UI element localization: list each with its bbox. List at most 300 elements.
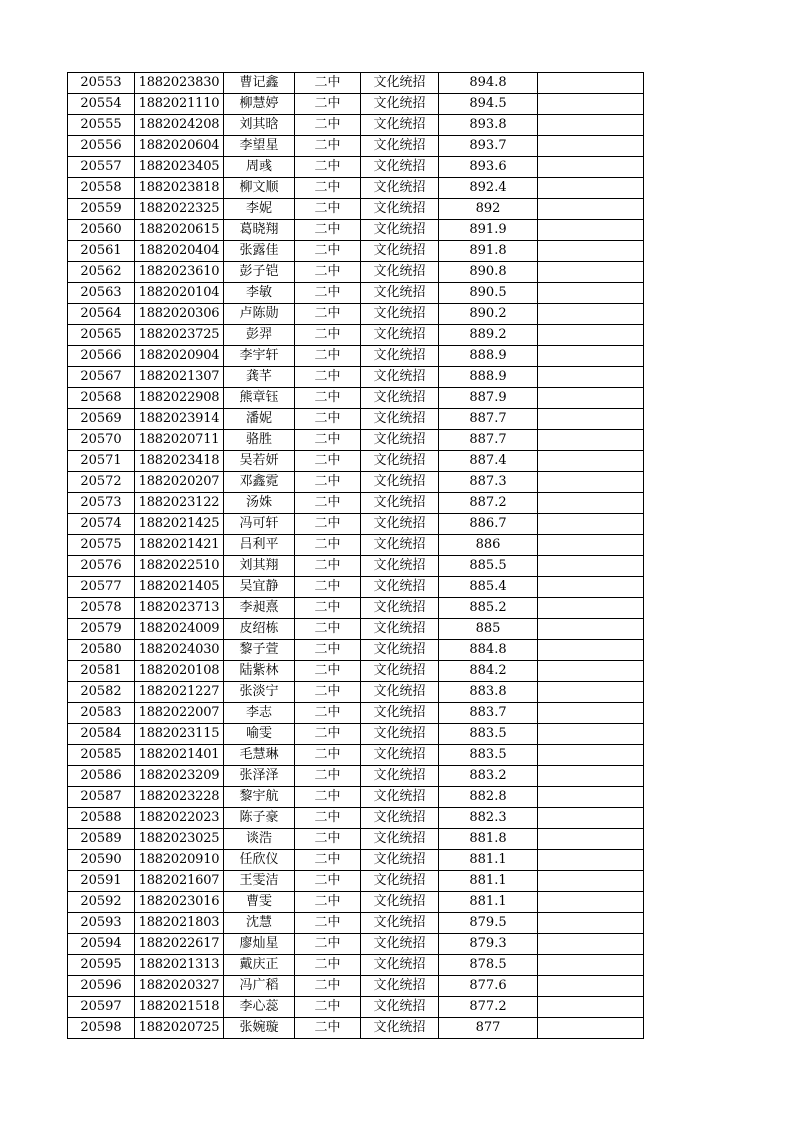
table-row — [68, 472, 644, 493]
serial-cell: 20576 — [68, 556, 135, 577]
name-cell: 骆胜 — [224, 430, 295, 451]
remark-cell — [538, 829, 644, 850]
school-cell: 二中 — [295, 850, 361, 871]
serial-cell: 20590 — [68, 850, 135, 871]
exam-id-cell: 1882023610 — [135, 262, 224, 283]
remark-cell — [538, 619, 644, 640]
score-cell: 883.5 — [439, 745, 538, 766]
score-cell: 881.8 — [439, 829, 538, 850]
score-cell: 879.3 — [439, 934, 538, 955]
exam-id-cell: 1882024208 — [135, 115, 224, 136]
category-cell: 文化统招 — [361, 409, 439, 430]
serial-cell: 20554 — [68, 94, 135, 115]
school-cell: 二中 — [295, 262, 361, 283]
exam-id-cell: 1882021313 — [135, 955, 224, 976]
school-cell: 二中 — [295, 703, 361, 724]
score-cell: 891.9 — [439, 220, 538, 241]
name-cell: 喻雯 — [224, 724, 295, 745]
remark-cell — [538, 724, 644, 745]
school-cell: 二中 — [295, 724, 361, 745]
remark-cell — [538, 472, 644, 493]
score-cell: 888.9 — [439, 367, 538, 388]
serial-cell: 20593 — [68, 913, 135, 934]
serial-cell: 20589 — [68, 829, 135, 850]
name-cell: 任欣仪 — [224, 850, 295, 871]
remark-cell — [538, 640, 644, 661]
school-cell: 二中 — [295, 304, 361, 325]
table-row — [68, 199, 644, 220]
name-cell: 潘妮 — [224, 409, 295, 430]
exam-id-cell: 1882021518 — [135, 997, 224, 1018]
school-cell: 二中 — [295, 871, 361, 892]
exam-id-cell: 1882023818 — [135, 178, 224, 199]
table-row — [68, 157, 644, 178]
serial-cell: 20575 — [68, 535, 135, 556]
score-cell: 878.5 — [439, 955, 538, 976]
school-cell: 二中 — [295, 682, 361, 703]
school-cell: 二中 — [295, 514, 361, 535]
remark-cell — [538, 598, 644, 619]
school-cell: 二中 — [295, 94, 361, 115]
school-cell: 二中 — [295, 556, 361, 577]
name-cell: 葛晓翔 — [224, 220, 295, 241]
exam-id-cell: 1882023405 — [135, 157, 224, 178]
serial-cell: 20558 — [68, 178, 135, 199]
serial-cell: 20588 — [68, 808, 135, 829]
exam-id-cell: 1882020615 — [135, 220, 224, 241]
serial-cell: 20565 — [68, 325, 135, 346]
category-cell: 文化统招 — [361, 556, 439, 577]
table-row — [68, 514, 644, 535]
category-cell: 文化统招 — [361, 892, 439, 913]
serial-cell: 20573 — [68, 493, 135, 514]
exam-id-cell: 1882021110 — [135, 94, 224, 115]
exam-id-cell: 1882020904 — [135, 346, 224, 367]
school-cell: 二中 — [295, 115, 361, 136]
category-cell: 文化统招 — [361, 766, 439, 787]
category-cell: 文化统招 — [361, 430, 439, 451]
category-cell: 文化统招 — [361, 640, 439, 661]
serial-cell: 20595 — [68, 955, 135, 976]
school-cell: 二中 — [295, 976, 361, 997]
exam-id-cell: 1882020604 — [135, 136, 224, 157]
score-cell: 886 — [439, 535, 538, 556]
score-cell: 892.4 — [439, 178, 538, 199]
exam-id-cell: 1882022908 — [135, 388, 224, 409]
score-cell: 881.1 — [439, 850, 538, 871]
name-cell: 刘其晗 — [224, 115, 295, 136]
school-cell: 二中 — [295, 829, 361, 850]
table-row — [68, 703, 644, 724]
table-row — [68, 409, 644, 430]
exam-id-cell: 1882020725 — [135, 1018, 224, 1039]
table-row — [68, 304, 644, 325]
score-cell: 887.3 — [439, 472, 538, 493]
category-cell: 文化统招 — [361, 136, 439, 157]
school-cell: 二中 — [295, 997, 361, 1018]
serial-cell: 20559 — [68, 199, 135, 220]
serial-cell: 20555 — [68, 115, 135, 136]
table-row — [68, 325, 644, 346]
school-cell: 二中 — [295, 766, 361, 787]
category-cell: 文化统招 — [361, 283, 439, 304]
category-cell: 文化统招 — [361, 997, 439, 1018]
serial-cell: 20587 — [68, 787, 135, 808]
name-cell: 曹雯 — [224, 892, 295, 913]
score-cell: 893.7 — [439, 136, 538, 157]
exam-id-cell: 1882021421 — [135, 535, 224, 556]
name-cell: 陆紫林 — [224, 661, 295, 682]
table-row — [68, 787, 644, 808]
score-cell: 879.5 — [439, 913, 538, 934]
serial-cell: 20563 — [68, 283, 135, 304]
category-cell: 文化统招 — [361, 850, 439, 871]
score-cell: 894.5 — [439, 94, 538, 115]
exam-id-cell: 1882020108 — [135, 661, 224, 682]
school-cell: 二中 — [295, 472, 361, 493]
category-cell: 文化统招 — [361, 514, 439, 535]
category-cell: 文化统招 — [361, 241, 439, 262]
name-cell: 戴庆正 — [224, 955, 295, 976]
remark-cell — [538, 241, 644, 262]
remark-cell — [538, 94, 644, 115]
serial-cell: 20561 — [68, 241, 135, 262]
table-row — [68, 934, 644, 955]
table-row — [68, 493, 644, 514]
category-cell: 文化统招 — [361, 367, 439, 388]
school-cell: 二中 — [295, 787, 361, 808]
serial-cell: 20567 — [68, 367, 135, 388]
serial-cell: 20557 — [68, 157, 135, 178]
name-cell: 张淡宁 — [224, 682, 295, 703]
table-row — [68, 241, 644, 262]
school-cell: 二中 — [295, 388, 361, 409]
exam-id-cell: 1882021401 — [135, 745, 224, 766]
exam-id-cell: 1882022007 — [135, 703, 224, 724]
category-cell: 文化统招 — [361, 535, 439, 556]
school-cell: 二中 — [295, 745, 361, 766]
category-cell: 文化统招 — [361, 1018, 439, 1039]
name-cell: 张泽泽 — [224, 766, 295, 787]
score-cell: 877 — [439, 1018, 538, 1039]
school-cell: 二中 — [295, 598, 361, 619]
exam-id-cell: 1882023713 — [135, 598, 224, 619]
serial-cell: 20581 — [68, 661, 135, 682]
name-cell: 卢陈勋 — [224, 304, 295, 325]
school-cell: 二中 — [295, 157, 361, 178]
serial-cell: 20553 — [68, 73, 135, 94]
score-cell: 877.2 — [439, 997, 538, 1018]
exam-id-cell: 1882024030 — [135, 640, 224, 661]
exam-id-cell: 1882021307 — [135, 367, 224, 388]
exam-id-cell: 1882023228 — [135, 787, 224, 808]
score-cell: 883.8 — [439, 682, 538, 703]
exam-id-cell: 1882020404 — [135, 241, 224, 262]
exam-id-cell: 1882023016 — [135, 892, 224, 913]
table-row — [68, 535, 644, 556]
serial-cell: 20564 — [68, 304, 135, 325]
category-cell: 文化统招 — [361, 388, 439, 409]
remark-cell — [538, 955, 644, 976]
remark-cell — [538, 787, 644, 808]
table-row — [68, 661, 644, 682]
school-cell: 二中 — [295, 577, 361, 598]
school-cell: 二中 — [295, 199, 361, 220]
name-cell: 黎子萱 — [224, 640, 295, 661]
remark-cell — [538, 892, 644, 913]
remark-cell — [538, 535, 644, 556]
name-cell: 吴宜静 — [224, 577, 295, 598]
school-cell: 二中 — [295, 1018, 361, 1039]
exam-id-cell: 1882020327 — [135, 976, 224, 997]
name-cell: 吕利平 — [224, 535, 295, 556]
category-cell: 文化统招 — [361, 682, 439, 703]
table-row — [68, 829, 644, 850]
serial-cell: 20569 — [68, 409, 135, 430]
score-cell: 890.2 — [439, 304, 538, 325]
table-row — [68, 640, 644, 661]
serial-cell: 20574 — [68, 514, 135, 535]
exam-id-cell: 1882020711 — [135, 430, 224, 451]
exam-id-cell: 1882022510 — [135, 556, 224, 577]
name-cell: 李昶熹 — [224, 598, 295, 619]
category-cell: 文化统招 — [361, 871, 439, 892]
score-cell: 887.7 — [439, 430, 538, 451]
exam-id-cell: 1882023209 — [135, 766, 224, 787]
category-cell: 文化统招 — [361, 745, 439, 766]
name-cell: 李志 — [224, 703, 295, 724]
remark-cell — [538, 157, 644, 178]
remark-cell — [538, 178, 644, 199]
category-cell: 文化统招 — [361, 199, 439, 220]
category-cell: 文化统招 — [361, 472, 439, 493]
table-row — [68, 808, 644, 829]
category-cell: 文化统招 — [361, 493, 439, 514]
table-row — [68, 388, 644, 409]
category-cell: 文化统招 — [361, 913, 439, 934]
serial-cell: 20580 — [68, 640, 135, 661]
name-cell: 李敏 — [224, 283, 295, 304]
name-cell: 熊章钰 — [224, 388, 295, 409]
name-cell: 张露佳 — [224, 241, 295, 262]
serial-cell: 20579 — [68, 619, 135, 640]
score-cell: 887.2 — [439, 493, 538, 514]
exam-id-cell: 1882020910 — [135, 850, 224, 871]
table-row — [68, 556, 644, 577]
score-cell: 887.7 — [439, 409, 538, 430]
school-cell: 二中 — [295, 325, 361, 346]
name-cell: 周彧 — [224, 157, 295, 178]
score-cell: 889.2 — [439, 325, 538, 346]
serial-cell: 20566 — [68, 346, 135, 367]
category-cell: 文化统招 — [361, 115, 439, 136]
school-cell: 二中 — [295, 640, 361, 661]
school-cell: 二中 — [295, 451, 361, 472]
remark-cell — [538, 115, 644, 136]
school-cell: 二中 — [295, 220, 361, 241]
table-row — [68, 73, 644, 94]
name-cell: 彭羿 — [224, 325, 295, 346]
exam-id-cell: 1882022325 — [135, 199, 224, 220]
category-cell: 文化统招 — [361, 262, 439, 283]
category-cell: 文化统招 — [361, 577, 439, 598]
category-cell: 文化统招 — [361, 73, 439, 94]
category-cell: 文化统招 — [361, 304, 439, 325]
score-cell: 885.5 — [439, 556, 538, 577]
remark-cell — [538, 766, 644, 787]
exam-id-cell: 1882023914 — [135, 409, 224, 430]
remark-cell — [538, 304, 644, 325]
score-cell: 884.2 — [439, 661, 538, 682]
serial-cell: 20597 — [68, 997, 135, 1018]
school-cell: 二中 — [295, 808, 361, 829]
exam-id-cell: 1882023830 — [135, 73, 224, 94]
school-cell: 二中 — [295, 73, 361, 94]
remark-cell — [538, 808, 644, 829]
serial-cell: 20582 — [68, 682, 135, 703]
remark-cell — [538, 430, 644, 451]
remark-cell — [538, 73, 644, 94]
remark-cell — [538, 367, 644, 388]
exam-id-cell: 1882020207 — [135, 472, 224, 493]
name-cell: 李望星 — [224, 136, 295, 157]
school-cell: 二中 — [295, 892, 361, 913]
name-cell: 冯广稻 — [224, 976, 295, 997]
table-row — [68, 1018, 644, 1039]
serial-cell: 20585 — [68, 745, 135, 766]
exam-id-cell: 1882023418 — [135, 451, 224, 472]
table-row — [68, 577, 644, 598]
name-cell: 龚芊 — [224, 367, 295, 388]
category-cell: 文化统招 — [361, 346, 439, 367]
category-cell: 文化统招 — [361, 178, 439, 199]
score-cell: 883.2 — [439, 766, 538, 787]
score-cell: 884.8 — [439, 640, 538, 661]
remark-cell — [538, 514, 644, 535]
table-row — [68, 997, 644, 1018]
name-cell: 刘其翔 — [224, 556, 295, 577]
score-cell: 882.8 — [439, 787, 538, 808]
category-cell: 文化统招 — [361, 787, 439, 808]
serial-cell: 20560 — [68, 220, 135, 241]
table-row — [68, 892, 644, 913]
remark-cell — [538, 661, 644, 682]
remark-cell — [538, 283, 644, 304]
table-row — [68, 745, 644, 766]
serial-cell: 20556 — [68, 136, 135, 157]
score-cell: 886.7 — [439, 514, 538, 535]
name-cell: 彭子铠 — [224, 262, 295, 283]
remark-cell — [538, 934, 644, 955]
table-row — [68, 850, 644, 871]
table-row — [68, 262, 644, 283]
exam-id-cell: 1882021803 — [135, 913, 224, 934]
category-cell: 文化统招 — [361, 598, 439, 619]
category-cell: 文化统招 — [361, 976, 439, 997]
remark-cell — [538, 346, 644, 367]
score-table — [67, 72, 644, 1039]
table-row — [68, 136, 644, 157]
serial-cell: 20578 — [68, 598, 135, 619]
category-cell: 文化统招 — [361, 451, 439, 472]
name-cell: 柳慧婷 — [224, 94, 295, 115]
remark-cell — [538, 850, 644, 871]
serial-cell: 20594 — [68, 934, 135, 955]
remark-cell — [538, 577, 644, 598]
exam-id-cell: 1882022023 — [135, 808, 224, 829]
exam-id-cell: 1882023025 — [135, 829, 224, 850]
score-cell: 883.7 — [439, 703, 538, 724]
score-cell: 881.1 — [439, 871, 538, 892]
name-cell: 廖灿星 — [224, 934, 295, 955]
score-cell: 894.8 — [439, 73, 538, 94]
table-row — [68, 913, 644, 934]
table-row — [68, 430, 644, 451]
serial-cell: 20598 — [68, 1018, 135, 1039]
name-cell: 谈浩 — [224, 829, 295, 850]
serial-cell: 20592 — [68, 892, 135, 913]
table-row — [68, 283, 644, 304]
school-cell: 二中 — [295, 934, 361, 955]
category-cell: 文化统招 — [361, 325, 439, 346]
name-cell: 邓鑫霓 — [224, 472, 295, 493]
exam-id-cell: 1882020104 — [135, 283, 224, 304]
exam-id-cell: 1882023115 — [135, 724, 224, 745]
remark-cell — [538, 913, 644, 934]
remark-cell — [538, 556, 644, 577]
table-row — [68, 220, 644, 241]
name-cell: 冯可轩 — [224, 514, 295, 535]
name-cell: 毛慧琳 — [224, 745, 295, 766]
name-cell: 皮绍栋 — [224, 619, 295, 640]
name-cell: 李妮 — [224, 199, 295, 220]
exam-id-cell: 1882023122 — [135, 493, 224, 514]
school-cell: 二中 — [295, 913, 361, 934]
remark-cell — [538, 976, 644, 997]
table-row — [68, 766, 644, 787]
remark-cell — [538, 745, 644, 766]
exam-id-cell: 1882021425 — [135, 514, 224, 535]
exam-id-cell: 1882024009 — [135, 619, 224, 640]
name-cell: 李心蕊 — [224, 997, 295, 1018]
school-cell: 二中 — [295, 493, 361, 514]
exam-id-cell: 1882021227 — [135, 682, 224, 703]
table-row — [68, 178, 644, 199]
category-cell: 文化统招 — [361, 955, 439, 976]
name-cell: 王雯洁 — [224, 871, 295, 892]
category-cell: 文化统招 — [361, 157, 439, 178]
category-cell: 文化统招 — [361, 220, 439, 241]
name-cell: 汤姝 — [224, 493, 295, 514]
remark-cell — [538, 325, 644, 346]
table-row — [68, 598, 644, 619]
school-cell: 二中 — [295, 178, 361, 199]
school-cell: 二中 — [295, 409, 361, 430]
remark-cell — [538, 136, 644, 157]
serial-cell: 20591 — [68, 871, 135, 892]
score-cell: 892 — [439, 199, 538, 220]
name-cell: 吴若妍 — [224, 451, 295, 472]
score-cell: 883.5 — [439, 724, 538, 745]
category-cell: 文化统招 — [361, 94, 439, 115]
score-cell: 885.4 — [439, 577, 538, 598]
score-cell: 885.2 — [439, 598, 538, 619]
serial-cell: 20570 — [68, 430, 135, 451]
serial-cell: 20562 — [68, 262, 135, 283]
remark-cell — [538, 262, 644, 283]
remark-cell — [538, 199, 644, 220]
remark-cell — [538, 682, 644, 703]
